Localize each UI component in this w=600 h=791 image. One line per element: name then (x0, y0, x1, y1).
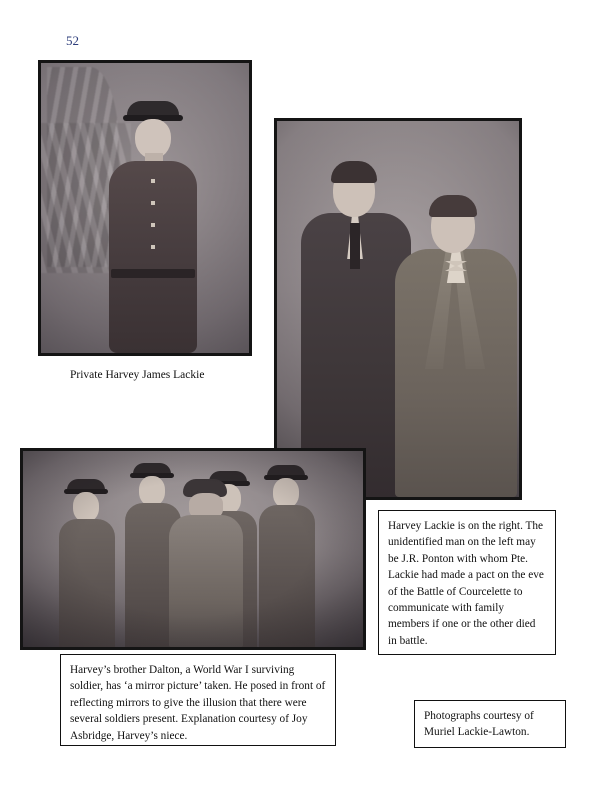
uniform-tunic (169, 515, 243, 647)
man-right-figure-harvey-lackie (395, 179, 517, 497)
caption-box-mirror-picture: Harvey’s brother Dalton, a World War I surviving soldier, has ‘a mirror picture’ taken. He posed in front of reflecting mirrors to give the illusion that there were several soldiers present. Explanation courtesy of Joy Asbridge, Harvey’s niece. (60, 654, 336, 746)
caption-private-harvey-james-lackie: Private Harvey James Lackie (70, 369, 205, 381)
uniform-belt (111, 269, 195, 278)
hair-left (331, 161, 377, 183)
caption-box-photographs-courtesy: Photographs courtesy of Muriel Lackie-Lawton. (414, 700, 566, 748)
hair-right (429, 195, 477, 217)
photo-two-men (274, 118, 522, 500)
uniform-tunic (59, 519, 115, 650)
face (273, 478, 299, 508)
face (73, 492, 99, 522)
soldier-figure (101, 101, 205, 353)
soldier-figure-1 (67, 479, 123, 647)
face (139, 476, 165, 506)
caption-box-two-men: Harvey Lackie is on the right. The unidentified man on the left may be J.R. Ponton with whom Pte. Lackie had made a pact on the eve of the Battle of Courcelette to communicate with family members if one or the other died in battle. (378, 510, 556, 655)
photo-private-harvey-james-lackie (38, 60, 252, 356)
shawl-collar-coat-right (395, 249, 517, 497)
soldier-figure-centre-back (169, 479, 243, 647)
tunic-buttons (151, 179, 155, 265)
page-number: 52 (66, 33, 79, 48)
soldier-figure-4 (267, 465, 323, 647)
military-cap (127, 101, 179, 121)
uniform-tunic (259, 505, 315, 650)
necktie-left (350, 223, 360, 269)
photo-mirror-picture-group (20, 448, 366, 650)
